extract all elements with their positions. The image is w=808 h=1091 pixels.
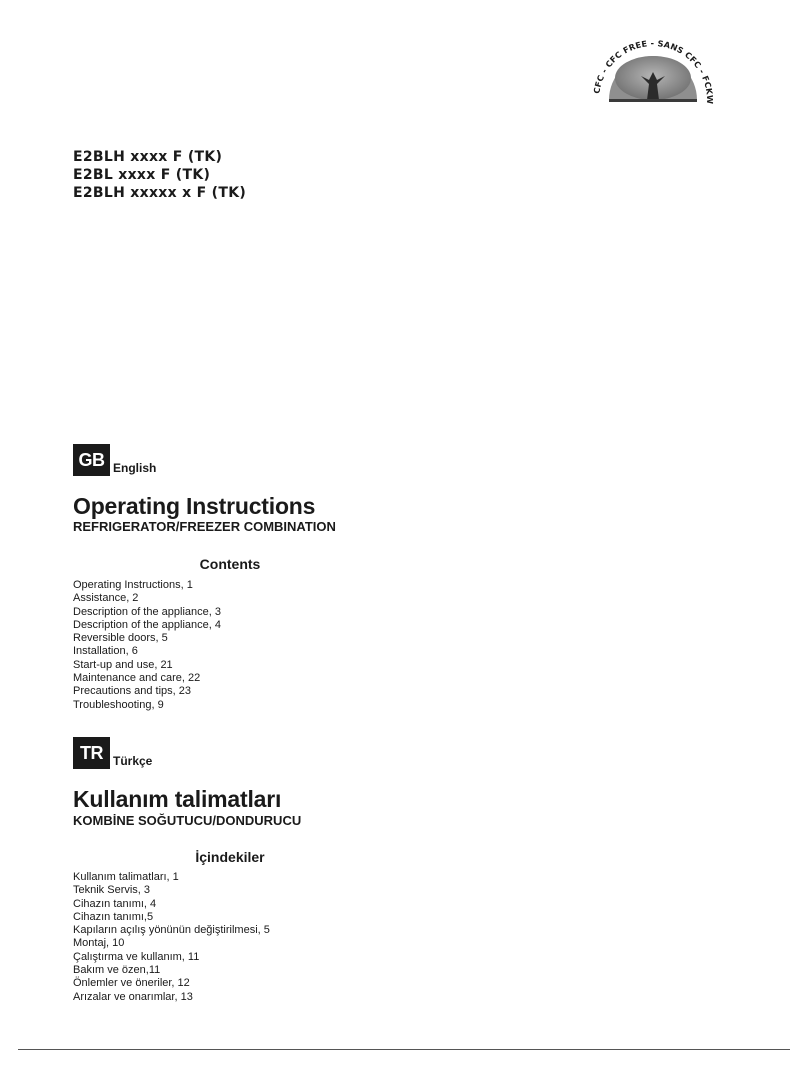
model-number: E2BL xxxx F (TK) [73,167,211,183]
contents-item: Arızalar ve onarımlar, 13 [73,990,193,1003]
contents-item: Installation, 6 [73,645,138,658]
contents-item: Description of the appliance, 4 [73,618,221,631]
language-header-tr [73,737,152,769]
language-header-gb [73,444,156,476]
contents-item: Start-up and use, 21 [73,658,173,671]
model-list [73,148,246,202]
language-name: Türkçe [113,754,153,768]
contents-item: Precautions and tips, 23 [73,685,192,698]
language-name: English [113,461,157,475]
section-title: Kullanım talimatları [73,786,282,812]
contents-heading: İçindekiler [195,849,265,865]
contents-item: Description of the appliance, 3 [73,605,221,618]
contents-item: Teknik Servis, 3 [73,884,151,897]
contents-item: Bakım ve özen,11 [73,964,161,977]
contents-item: Maintenance and care, 22 [73,672,201,685]
contents-item: Assistance, 2 [73,592,139,605]
footer-divider [18,1049,790,1050]
language-badge: GB [73,444,110,476]
section-subtitle: KOMBİNE SOĞUTUCU/DONDURUCU [73,813,302,828]
contents-item: Cihazın tanımı, 4 [73,897,157,910]
contents-item: Önlemler ve öneriler, 12 [73,977,190,990]
section-subtitle: REFRIGERATOR/FREEZER COMBINATION [73,519,336,534]
contents-heading: Contents [199,556,261,572]
cfc-free-logo [583,38,723,110]
language-badge: TR [73,737,110,769]
contents-item: Operating Instructions, 1 [73,579,193,591]
contents-list [73,871,270,1004]
contents-item: Reversible doors, 5 [73,632,168,645]
contents-item: Troubleshooting, 9 [73,698,164,711]
model-number: E2BLH xxxxx x F (TK) [73,185,247,201]
contents-item: Kapıların açılış yönünün değiştirilmesi, 5 [73,924,270,937]
section-title: Operating Instructions [73,493,316,519]
contents-list [73,579,221,712]
contents-item: Cihazın tanımı,5 [73,910,154,923]
logo-ring-text: CFC - CFC FREE - SANS CFC - FCKW [591,38,716,105]
contents-item: Çalıştırma ve kullanım, 11 [73,950,200,963]
contents-item: Montaj, 10 [73,937,125,950]
contents-item: Kullanım talimatları, 1 [73,871,179,883]
tree-icon [583,38,723,110]
model-number: E2BLH xxxx F (TK) [73,149,223,165]
